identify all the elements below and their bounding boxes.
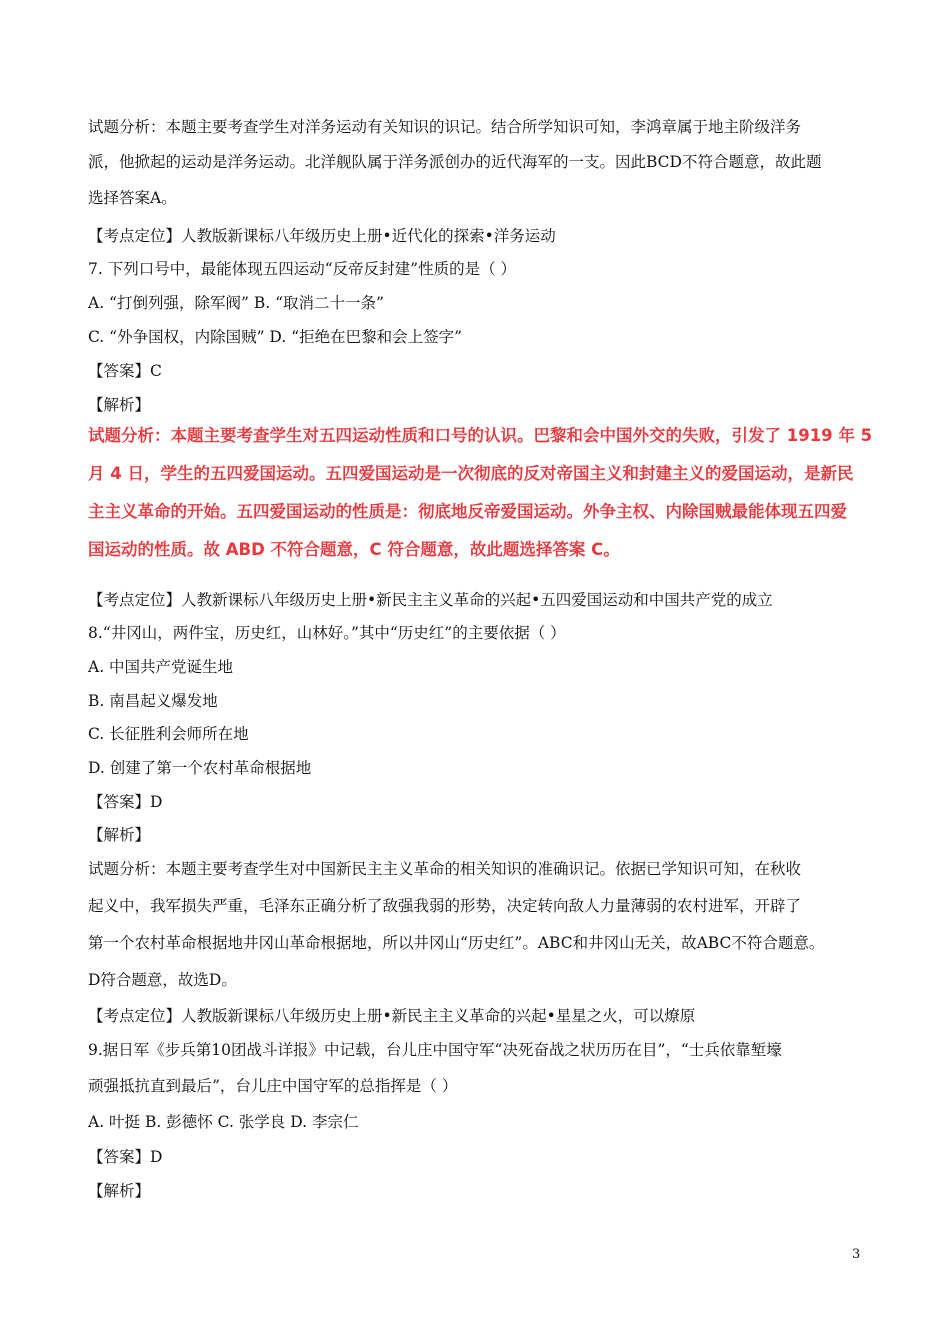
q7-analysis-line-3: 主主义革命的开始。五四爱国运动的性质是：彻底地反帝爱国运动。外争主权、内除国贼最能体现五四爱 (88, 502, 847, 521)
q6-point: 【考点定位】人教版新课标八年级历史上册•近代化的探索•洋务运动 (88, 227, 556, 245)
q7-options-2: C. “外争国权，内除国贼” D. “拒绝在巴黎和会上签字” (88, 328, 463, 346)
q6-analysis-line-2: 派，他掀起的运动是洋务运动。北洋舰队属于洋务派创办的近代海军的一支。因此BCD不符合题意，故此题 (88, 153, 822, 171)
q9-answer: 【答案】D (88, 1148, 163, 1166)
q8-stem: 8.“井冈山，两件宝，历史红，山林好。”其中“历史红”的主要依据（ ） (88, 624, 566, 642)
q8-answer: 【答案】D (88, 793, 163, 811)
q7-answer: 【答案】C (88, 362, 162, 380)
page-number: 3 (852, 1247, 861, 1262)
q7-analysis-line-4: 国运动的性质。故 ABD 不符合题意，C 符合题意，故此题选择答案 C。 (88, 540, 620, 559)
q8-option-d: D. 创建了第一个农村革命根据地 (88, 759, 312, 777)
q7-point: 【考点定位】人教新课标八年级历史上册•新民主主义革命的兴起•五四爱国运动和中国共产党的成立 (88, 591, 773, 609)
q8-analysis-line-2: 起义中，我军损失严重，毛泽东正确分析了敌强我弱的形势，决定转向敌人力量薄弱的农村进军，开辟了 (88, 897, 802, 915)
q7-stem: 7. 下列口号中，最能体现五四运动“反帝反封建”性质的是（ ） (88, 260, 516, 278)
q8-analysis-label: 【解析】 (88, 826, 151, 844)
q9-stem-line-2: 顽强抵抗直到最后”，台儿庄中国守军的总指挥是（ ） (88, 1077, 458, 1095)
q8-option-a: A. 中国共产党诞生地 (88, 658, 234, 676)
q7-options-1: A. “打倒列强，除军阀” B. “取消二十一条” (88, 294, 384, 312)
q7-analysis-line-1: 试题分析：本题主要考查学生对五四运动性质和口号的认识。巴黎和会中国外交的失败，引发了 1919 年 5 (88, 426, 873, 445)
q9-analysis-label: 【解析】 (88, 1182, 151, 1200)
q6-analysis-line-1: 试题分析：本题主要考查学生对洋务运动有关知识的识记。结合所学知识可知，李鸿章属于地主阶级洋务 (88, 118, 802, 136)
q8-point: 【考点定位】人教版新课标八年级历史上册•新民主主义革命的兴起•星星之火，可以燎原 (88, 1007, 696, 1025)
q6-analysis-line-3: 选择答案A。 (88, 189, 177, 207)
q8-analysis-line-1: 试题分析：本题主要考查学生对中国新民主主义革命的相关知识的准确识记。依据已学知识可知，在秋收 (88, 860, 802, 878)
q8-option-b: B. 南昌起义爆发地 (88, 692, 218, 710)
q8-option-c: C. 长征胜利会师所在地 (88, 725, 249, 743)
q8-analysis-line-3: 第一个农村革命根据地井冈山革命根据地，所以井冈山“历史红”。ABC和井冈山无关，故ABC不符合题意。 (88, 934, 825, 952)
q8-analysis-line-4: D符合题意，故选D。 (88, 971, 237, 989)
q9-options: A. 叶挺 B. 彭德怀 C. 张学良 D. 李宗仁 (88, 1113, 359, 1131)
q7-analysis-line-2: 月 4 日，学生的五四爱国运动。五四爱国运动是一次彻底的反对帝国主义和封建主义的爱国运动，是新民 (88, 464, 854, 483)
q9-stem-line-1: 9.据日军《步兵第10团战斗详报》中记载，台儿庄中国守军“决死奋战之状历历在目”，“士兵依靠堑壕 (88, 1041, 782, 1059)
q7-analysis-label: 【解析】 (88, 396, 151, 414)
